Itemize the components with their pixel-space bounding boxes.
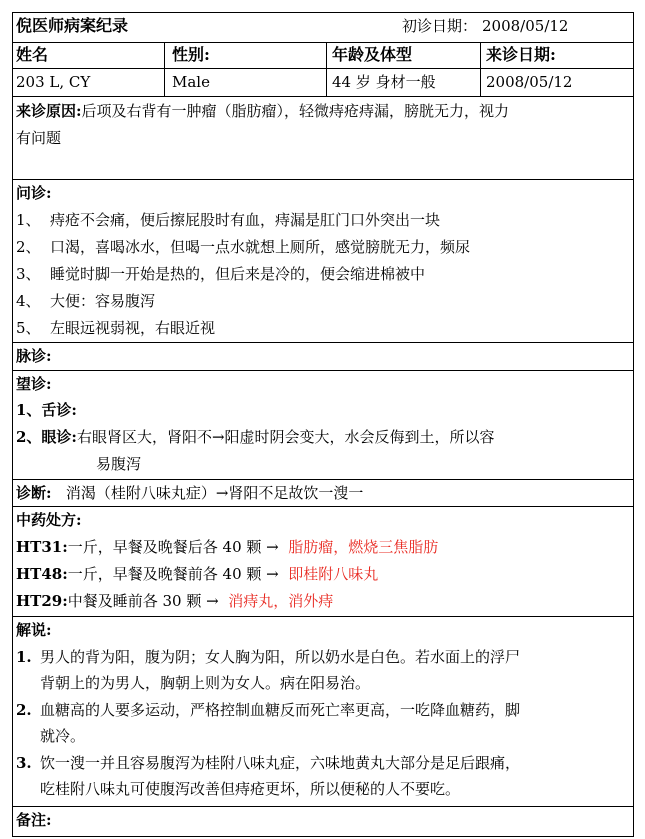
column-divider (326, 42, 327, 96)
list-item: 5、 左眼远视弱视，右眼近视 (16, 319, 216, 337)
list-item: 4、 大便：容易腹泻 (16, 292, 156, 310)
divider (12, 806, 634, 807)
eye-line-1 (16, 426, 495, 448)
remarks-label: 备注: (16, 811, 52, 829)
column-divider (164, 42, 165, 96)
list-item: 3、 睡觉时脚一开始是热的，但后来是冷的，便会缩进棉被中 (16, 265, 426, 283)
first-visit-date: 2008/05/12 (482, 17, 569, 35)
diagnosis-text: 消渴（桂附八味丸症）→肾阳不足故饮一溲一 (65, 484, 364, 502)
reason-label: 来诊原因: (16, 102, 82, 120)
observation-label: 望诊: (16, 375, 52, 393)
eye-line-2: 易腹泻 (96, 455, 142, 473)
visit-date-label: 来诊日期: (486, 45, 556, 64)
diagnosis-row (16, 482, 363, 504)
explanation-num: 1. (16, 648, 32, 666)
divider (12, 68, 634, 69)
pulse-label: 脉诊: (16, 347, 52, 365)
explanation-num: 3. (16, 754, 32, 772)
list-item: 2、 口渴，喜喝冰水，但喝一点水就想上厕所，感觉膀胱无力，频尿 (16, 238, 471, 256)
column-divider (480, 42, 481, 96)
age-label: 年龄及体型 (332, 45, 413, 64)
reason-line-2: 有问题 (16, 129, 62, 147)
list-item: 1、 痔疮不会痛，便后擦屁股时有血，痔漏是肛门口外突出一块 (16, 211, 441, 229)
divider (12, 479, 634, 480)
prescription-item: HT48:一斤，早餐及晚餐前各 40 颗 → 即桂附八味丸 (16, 565, 379, 583)
divider (12, 179, 634, 180)
explanation-label: 解说: (16, 621, 52, 639)
eye-text: 右眼肾区大，肾阳不→阳虚时阴会变大，水会反侮到土，所以容 (76, 428, 495, 446)
prescription-label: 中药处方: (16, 511, 82, 529)
name-value: 203 L, CY (16, 73, 91, 91)
explanation-line: 背朝上的为男人，胸朝上则为女人。病在阳易治。 (40, 674, 371, 692)
explanation-line: 就冷。 (40, 727, 86, 745)
diagnosis-label: 诊断: (16, 484, 52, 502)
gender-value: Male (172, 73, 210, 91)
divider (12, 342, 634, 343)
gender-label: 性别: (172, 45, 210, 64)
explanation-line: 血糖高的人要多运动，严格控制血糖反而死亡率更高，一吃降血糖药，脚 (40, 701, 521, 719)
age-value: 44 岁 身材一般 (332, 73, 436, 91)
divider (12, 370, 634, 371)
tongue-label: 1、舌诊: (16, 401, 77, 419)
record-title: 倪医师病案纪录 (16, 16, 129, 35)
divider (12, 616, 634, 617)
prescription-item: HT31:一斤，早餐及晚餐后各 40 颗 → 脂肪瘤，燃烧三焦脂肪 (16, 538, 439, 556)
visit-date-value: 2008/05/12 (486, 73, 573, 91)
divider (12, 96, 634, 97)
explanation-line: 吃桂附八味丸可使腹泻改善但痔疮更坏，所以便秘的人不要吃。 (40, 780, 461, 798)
inquiry-label: 问诊: (16, 184, 52, 202)
reason-line-1 (16, 100, 509, 122)
name-label: 姓名 (16, 45, 49, 64)
divider (12, 42, 634, 43)
reason-text: 后项及右背有一肿瘤（脂肪瘤），轻微痔疮痔漏，膀胱无力，视力 (81, 102, 510, 120)
eye-label: 2、眼诊: (16, 428, 77, 446)
first-visit-label: 初诊日期： (402, 17, 478, 35)
divider (12, 506, 634, 507)
explanation-num: 2. (16, 701, 32, 719)
explanation-line: 男人的背为阳，腹为阴；女人胸为阳，所以奶水是白色。若水面上的浮尸 (40, 648, 521, 666)
explanation-line: 饮一溲一并且容易腹泻为桂附八味丸症，六味地黄丸大部分是足后跟痛， (40, 754, 521, 772)
prescription-item: HT29:中餐及睡前各 30 颗 → 消痔丸，消外痔 (16, 592, 334, 610)
